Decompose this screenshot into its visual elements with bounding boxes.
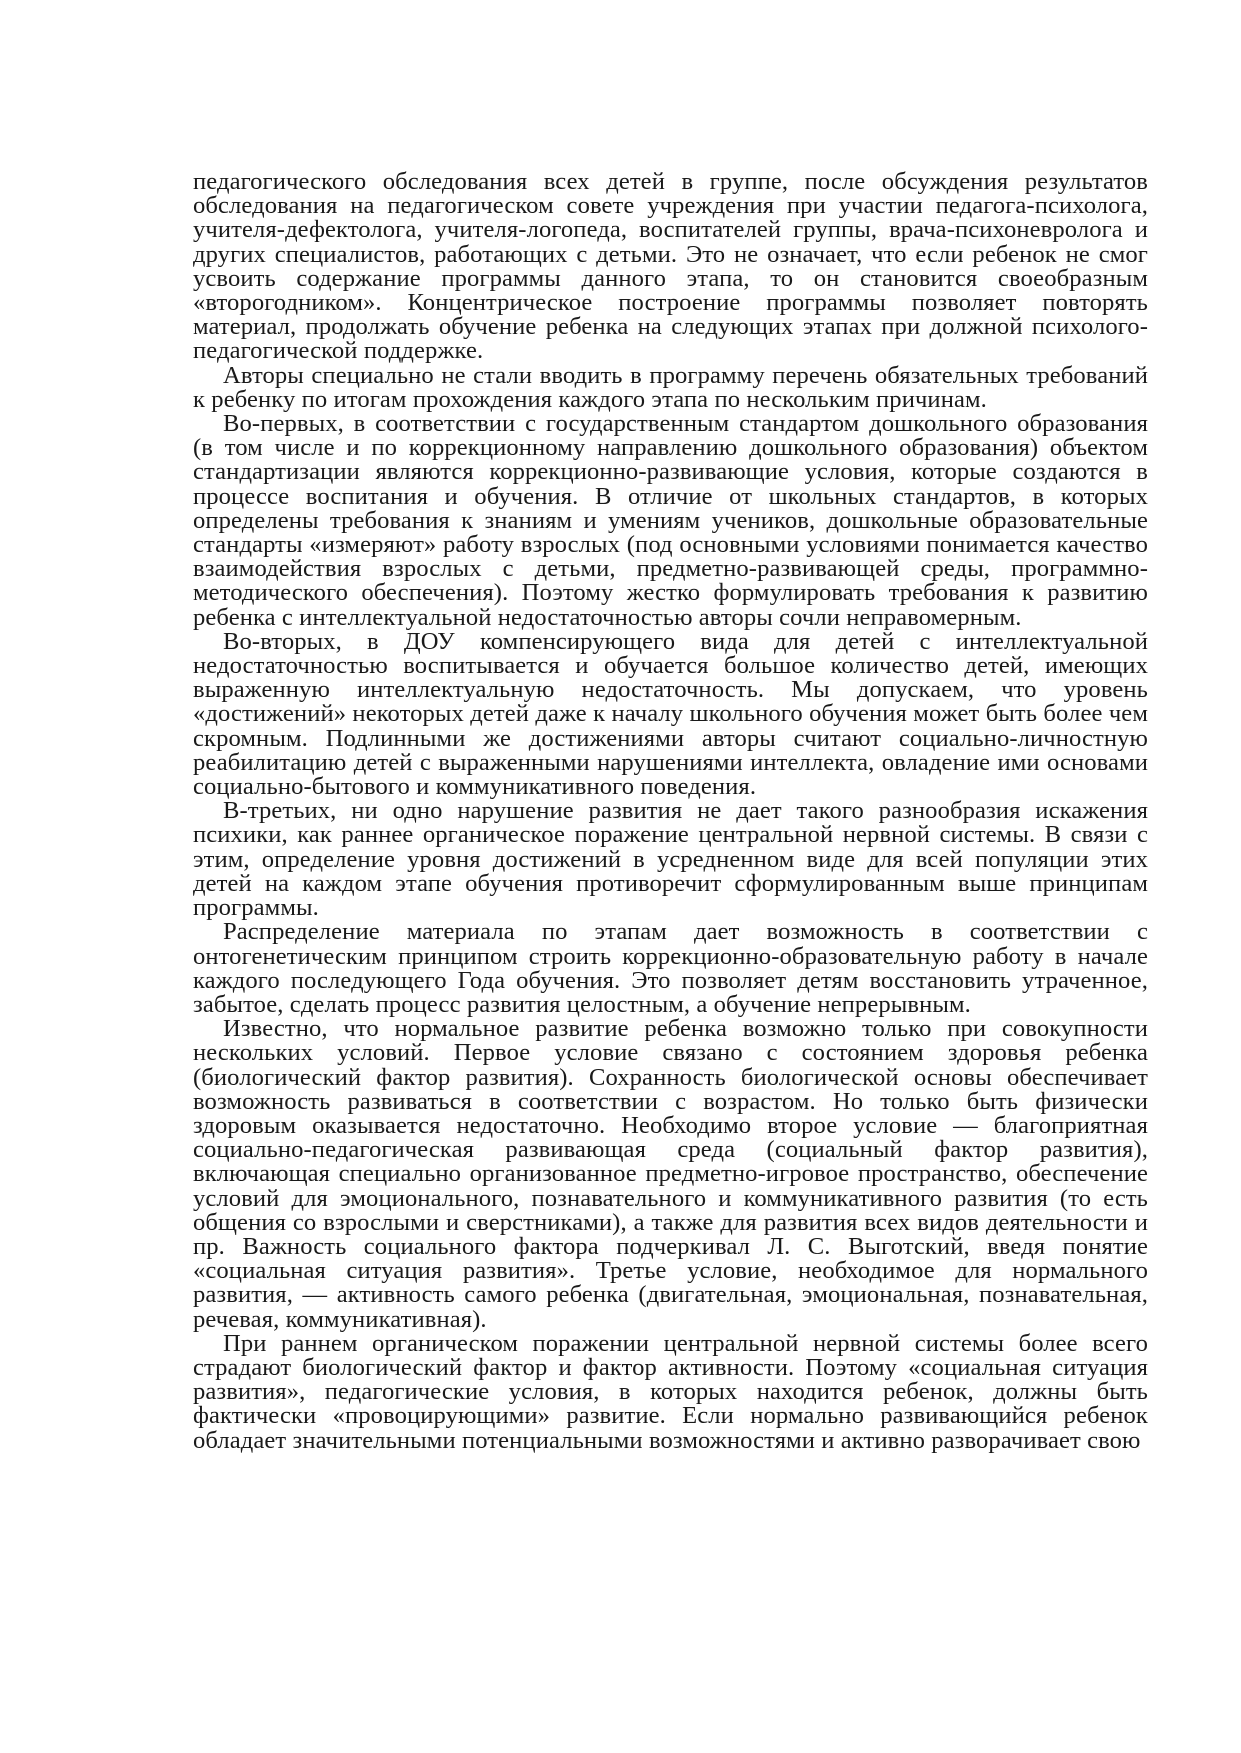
paragraph: Распределение материала по этапам дает возможность в соответствии с онтогенетическим принципом строить коррекционно-образовательную работу в начале каждого последующего Года обучения. Это позволяет детям восстановить утраченное, забытое, сделать процесс развития целостным, а обучение непрерывным.	[193, 918, 1148, 1018]
paragraph: При раннем органическом поражении центральной нервной системы более всего страдают биологический фактор и фактор активности. Поэтому «социальная ситуация развития», педагогические условия, в которых находится ребенок, должны быть фактически «провоцирующими» развитие. Если нормально развивающийся ребенок обладает значительными потенциальными возможностями и активно разворачивает свою	[193, 1329, 1148, 1454]
paragraph: Во-первых, в соответствии с государственным стандартом дошкольного образования (в том числе и по коррекционному направлению дошкольного образования) объектом стандартизации являются коррекционно-развивающие условия, которые создаются в процессе воспитания и обучения. В отличие от школьных стандартов, в которых определены требования к знаниям и умениям учеников, дошкольные образовательные стандарты «измеряют» работу взрослых (под основными условиями понимается качество взаимодействия взрослых с детьми, предметно-развивающей среды, программно-методического обеспечения). Поэтому жестко формулировать требования к развитию ребенка с интеллектуальной недостаточностью авторы сочли неправомерным.	[193, 410, 1148, 631]
paragraph: Известно, что нормальное развитие ребенка возможно только при совокупности нескольких условий. Первое условие связано с состоянием здоровья ребенка (биологический фактор развития). Сохранность биологической основы обеспечивает возможность развиваться в соответствии с возрастом. Но только быть физически здоровым оказывается недостаточно. Необходимо второе условие — благоприятная социально-педагогическая развивающая среда (социальный фактор развития), включающая специально организованное предметно-игровое пространство, обеспечение условий для эмоционального, познавательного и коммуникативного развития (то есть общения со взрослыми и сверстниками), а также для развития всех видов деятельности и пр. Важность социального фактора подчеркивал Л. С. Выготский, введя понятие «социальная ситуация развития». Третье условие, необходимое для нормального развития, — активность самого ребенка (двигательная, эмоциональная, познавательная, речевая, коммуникативная).	[193, 1015, 1148, 1333]
paragraph: педагогического обследования всех детей в группе, после обсуждения результатов обследования на педагогическом совете учреждения при участии педагога-психолога, учителя-дефектолога, учителя-логопеда, воспитателей группы, врача-психоневролога и других специалистов, работающих с детьми. Это не означает, что если ребенок не смог усвоить содержание программы данного этапа, то он становится своеобразным «второгодником». Концентрическое построение программы позволяет повторять материал, продолжать обучение ребенка на следующих этапах при должной психолого-педагогической поддержке.	[193, 168, 1148, 365]
paragraph: Во-вторых, в ДОУ компенсирующего вида для детей с интеллектуальной недостаточностью воспитывается и обучается большое количество детей, имеющих выраженную интеллектуальную недостаточность. Мы допускаем, что уровень «достижений» некоторых детей даже к началу школьного обучения может быть более чем скромным. Подлинными же достижениями авторы считают социально-личностную реабилитацию детей с выраженными нарушениями интеллекта, овладение ими основами социально-бытового и коммуникативного поведения.	[193, 627, 1148, 801]
document-page	[193, 170, 1148, 1453]
paragraph: В-третьих, ни одно нарушение развития не дает такого разнообразия искажения психики, как раннее органическое поражение центральной нервной системы. В связи с этим, определение уровня достижений в усредненном виде для всей популяции этих детей на каждом этапе обучения противоречит сформулированным выше принципам программы.	[193, 797, 1148, 922]
paragraph: Авторы специально не стали вводить в программу перечень обязательных требований к ребенку по итогам прохождения каждого этапа по нескольким причинам.	[193, 361, 1148, 413]
